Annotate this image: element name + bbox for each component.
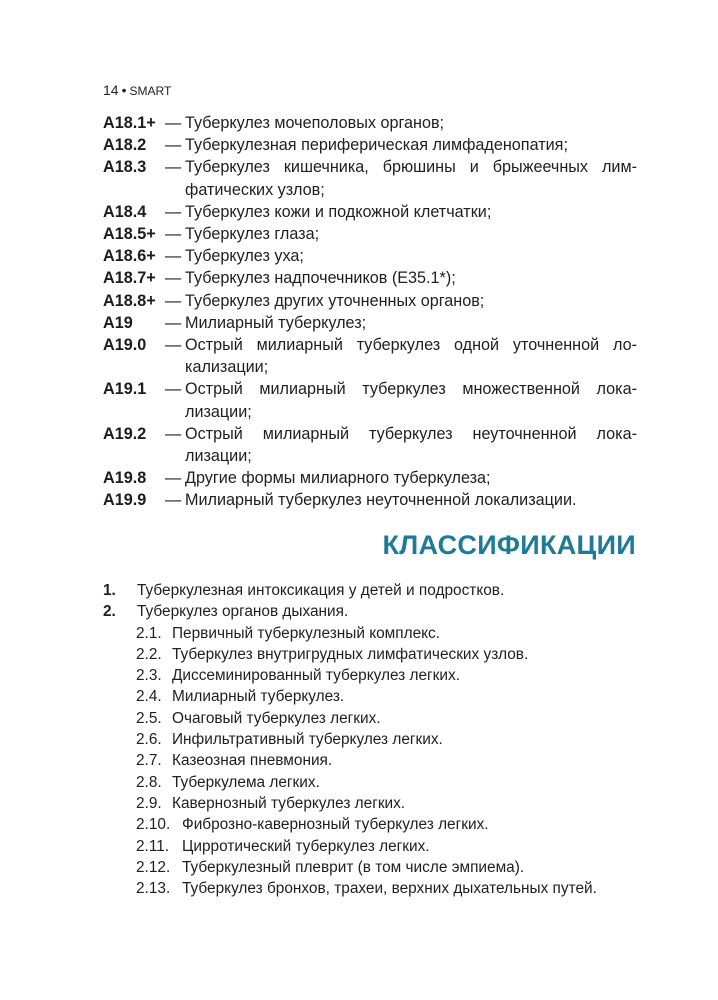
subclassification-item bbox=[103, 665, 643, 686]
subclassification-item bbox=[103, 878, 643, 899]
code-description bbox=[185, 378, 643, 422]
em-dash: — bbox=[165, 114, 182, 132]
subitem-number: 2.10. bbox=[136, 816, 171, 834]
subclassification-item bbox=[103, 857, 643, 878]
description-line: Туберкулез кишечника, брюшины и брыжеечных лим- bbox=[185, 158, 637, 177]
description-line: Туберкулезная периферическая лимфаденопатия; bbox=[185, 136, 568, 155]
description-line: Туберкулез мочеполовых органов; bbox=[185, 114, 445, 132]
classification-item bbox=[103, 580, 643, 601]
icd-code: A18.1+ bbox=[103, 114, 156, 132]
description-line: Туберкулез глаза; bbox=[185, 225, 320, 244]
subitem-text: Туберкулема легких. bbox=[172, 773, 320, 791]
classification-list bbox=[103, 580, 643, 899]
page-number: 14 bbox=[103, 82, 119, 98]
em-dash: — bbox=[165, 291, 182, 310]
code-row bbox=[103, 201, 643, 223]
code-row bbox=[103, 467, 643, 489]
item-number: 2. bbox=[103, 603, 116, 621]
em-dash: — bbox=[165, 269, 182, 288]
subclassification-item bbox=[103, 708, 643, 729]
description-line: Туберкулез других уточненных органов; bbox=[185, 291, 485, 310]
description-line: Туберкулез кожи и подкожной клетчатки; bbox=[185, 202, 492, 221]
subitem-number: 2.5. bbox=[136, 709, 162, 727]
subitem-number: 2.9. bbox=[136, 794, 162, 812]
icd-code: A19 bbox=[103, 313, 133, 332]
subitem-text: Туберкулез бронхов, трахеи, верхних дыхательных путей. bbox=[182, 880, 597, 898]
description-line: Туберкулез уха; bbox=[185, 247, 304, 266]
section-title: КЛАССИФИКАЦИИ bbox=[382, 530, 636, 560]
code-description bbox=[185, 156, 643, 200]
subclassification-item bbox=[103, 750, 643, 771]
item-text: Туберкулез органов дыхания. bbox=[137, 603, 349, 621]
series-name: SMART bbox=[129, 84, 172, 98]
item-text: Туберкулезная интоксикация у детей и подростков. bbox=[137, 582, 505, 599]
icd-code: A19.2 bbox=[103, 424, 147, 443]
icd-code: A18.7+ bbox=[103, 269, 156, 288]
code-description bbox=[185, 223, 643, 245]
icd-code: A19.0 bbox=[103, 336, 147, 355]
subitem-text: Фиброзно-кавернозный туберкулез легких. bbox=[182, 816, 489, 834]
icd-code-list bbox=[103, 112, 643, 512]
em-dash: — bbox=[165, 202, 182, 221]
em-dash: — bbox=[165, 469, 182, 488]
subitem-number: 2.8. bbox=[136, 773, 162, 791]
subitem-text: Инфильтративный туберкулез легких. bbox=[172, 731, 443, 749]
code-description bbox=[185, 112, 643, 134]
code-row bbox=[103, 134, 643, 156]
description-line: Туберкулез надпочечников (E35.1*); bbox=[185, 269, 456, 288]
em-dash: — bbox=[165, 424, 182, 443]
code-row bbox=[103, 223, 643, 245]
description-line: Милиарный туберкулез; bbox=[185, 313, 367, 332]
description-line: Острый милиарный туберкулез множественной лока- bbox=[185, 380, 637, 399]
icd-code: A18.8+ bbox=[103, 291, 156, 310]
item-number: 1. bbox=[103, 582, 116, 599]
icd-code: A18.2 bbox=[103, 136, 147, 155]
subclassification-item bbox=[103, 686, 643, 707]
subclassification-item bbox=[103, 836, 643, 857]
subitem-number: 2.11. bbox=[136, 837, 170, 855]
code-description bbox=[185, 290, 643, 312]
subclassification-item bbox=[103, 772, 643, 793]
subclassification-item bbox=[103, 729, 643, 750]
subitem-text: Цирротический туберкулез легких. bbox=[182, 837, 430, 855]
description-line: Другие формы милиарного туберкулеза; bbox=[185, 469, 491, 488]
icd-code: A18.6+ bbox=[103, 247, 156, 266]
icd-code: A18.3 bbox=[103, 158, 147, 177]
code-row bbox=[103, 290, 643, 312]
description-line: Милиарный туберкулез неуточненной локализации. bbox=[185, 491, 577, 510]
code-row bbox=[103, 334, 643, 378]
code-description bbox=[185, 423, 643, 467]
code-description bbox=[185, 245, 643, 267]
em-dash: — bbox=[165, 313, 182, 332]
subitem-number: 2.1. bbox=[136, 624, 162, 642]
code-description bbox=[185, 489, 643, 511]
em-dash: — bbox=[165, 136, 182, 155]
em-dash: — bbox=[165, 380, 182, 399]
description-line: Острый милиарный туберкулез одной уточненной ло- bbox=[185, 336, 637, 355]
code-description bbox=[185, 312, 643, 334]
classification-item bbox=[103, 601, 643, 622]
subitem-text: Кавернозный туберкулез легких. bbox=[172, 794, 406, 812]
code-row bbox=[103, 112, 643, 134]
subitem-text: Первичный туберкулезный комплекс. bbox=[172, 624, 441, 642]
code-row bbox=[103, 423, 643, 467]
description-line: Острый милиарный туберкулез неуточненной лока- bbox=[185, 424, 637, 443]
description-line: фатических узлов; bbox=[185, 180, 325, 199]
icd-code: A18.4 bbox=[103, 202, 147, 221]
description-line: кализации; bbox=[185, 358, 269, 377]
subitem-text: Диссеминированный туберкулез легких. bbox=[172, 667, 460, 685]
icd-code: A19.1 bbox=[103, 380, 147, 399]
subitem-number: 2.2. bbox=[136, 645, 162, 663]
subitem-number: 2.12. bbox=[136, 858, 171, 876]
subitem-number: 2.4. bbox=[136, 688, 162, 706]
subclassification-item bbox=[103, 793, 643, 814]
description-line: лизации; bbox=[185, 402, 252, 421]
description-line: лизации; bbox=[185, 447, 252, 466]
em-dash: — bbox=[165, 247, 182, 266]
code-row bbox=[103, 489, 643, 511]
code-description bbox=[185, 467, 643, 489]
subclassification-item bbox=[103, 623, 643, 644]
code-description bbox=[185, 134, 643, 156]
subclassification-item bbox=[103, 644, 643, 665]
subitem-number: 2.6. bbox=[136, 731, 162, 749]
subitem-text: Туберкулезный плеврит (в том числе эмпиема). bbox=[182, 858, 525, 876]
em-dash: — bbox=[165, 491, 182, 510]
subitem-text: Милиарный туберкулез. bbox=[172, 688, 345, 706]
em-dash: — bbox=[165, 336, 182, 355]
code-row bbox=[103, 267, 643, 289]
code-description bbox=[185, 267, 643, 289]
code-description bbox=[185, 334, 643, 378]
code-description bbox=[185, 201, 643, 223]
subitem-number: 2.3. bbox=[136, 667, 162, 685]
subclassification-item bbox=[103, 814, 643, 835]
em-dash: — bbox=[165, 225, 182, 244]
subitem-number: 2.13. bbox=[136, 880, 171, 898]
page-header bbox=[103, 82, 171, 98]
code-row bbox=[103, 156, 643, 200]
icd-code: A18.5+ bbox=[103, 225, 156, 244]
subitem-text: Туберкулез внутригрудных лимфатических узлов. bbox=[172, 645, 529, 663]
subitem-text: Очаговый туберкулез легких. bbox=[172, 709, 381, 727]
code-row bbox=[103, 312, 643, 334]
subitem-number: 2.7. bbox=[136, 752, 162, 770]
header-separator: • bbox=[121, 82, 127, 98]
subitem-text: Казеозная пневмония. bbox=[172, 752, 333, 770]
icd-code: A19.8 bbox=[103, 469, 147, 488]
code-row bbox=[103, 245, 643, 267]
em-dash: — bbox=[165, 158, 182, 177]
icd-code: A19.9 bbox=[103, 491, 147, 510]
code-row bbox=[103, 378, 643, 422]
